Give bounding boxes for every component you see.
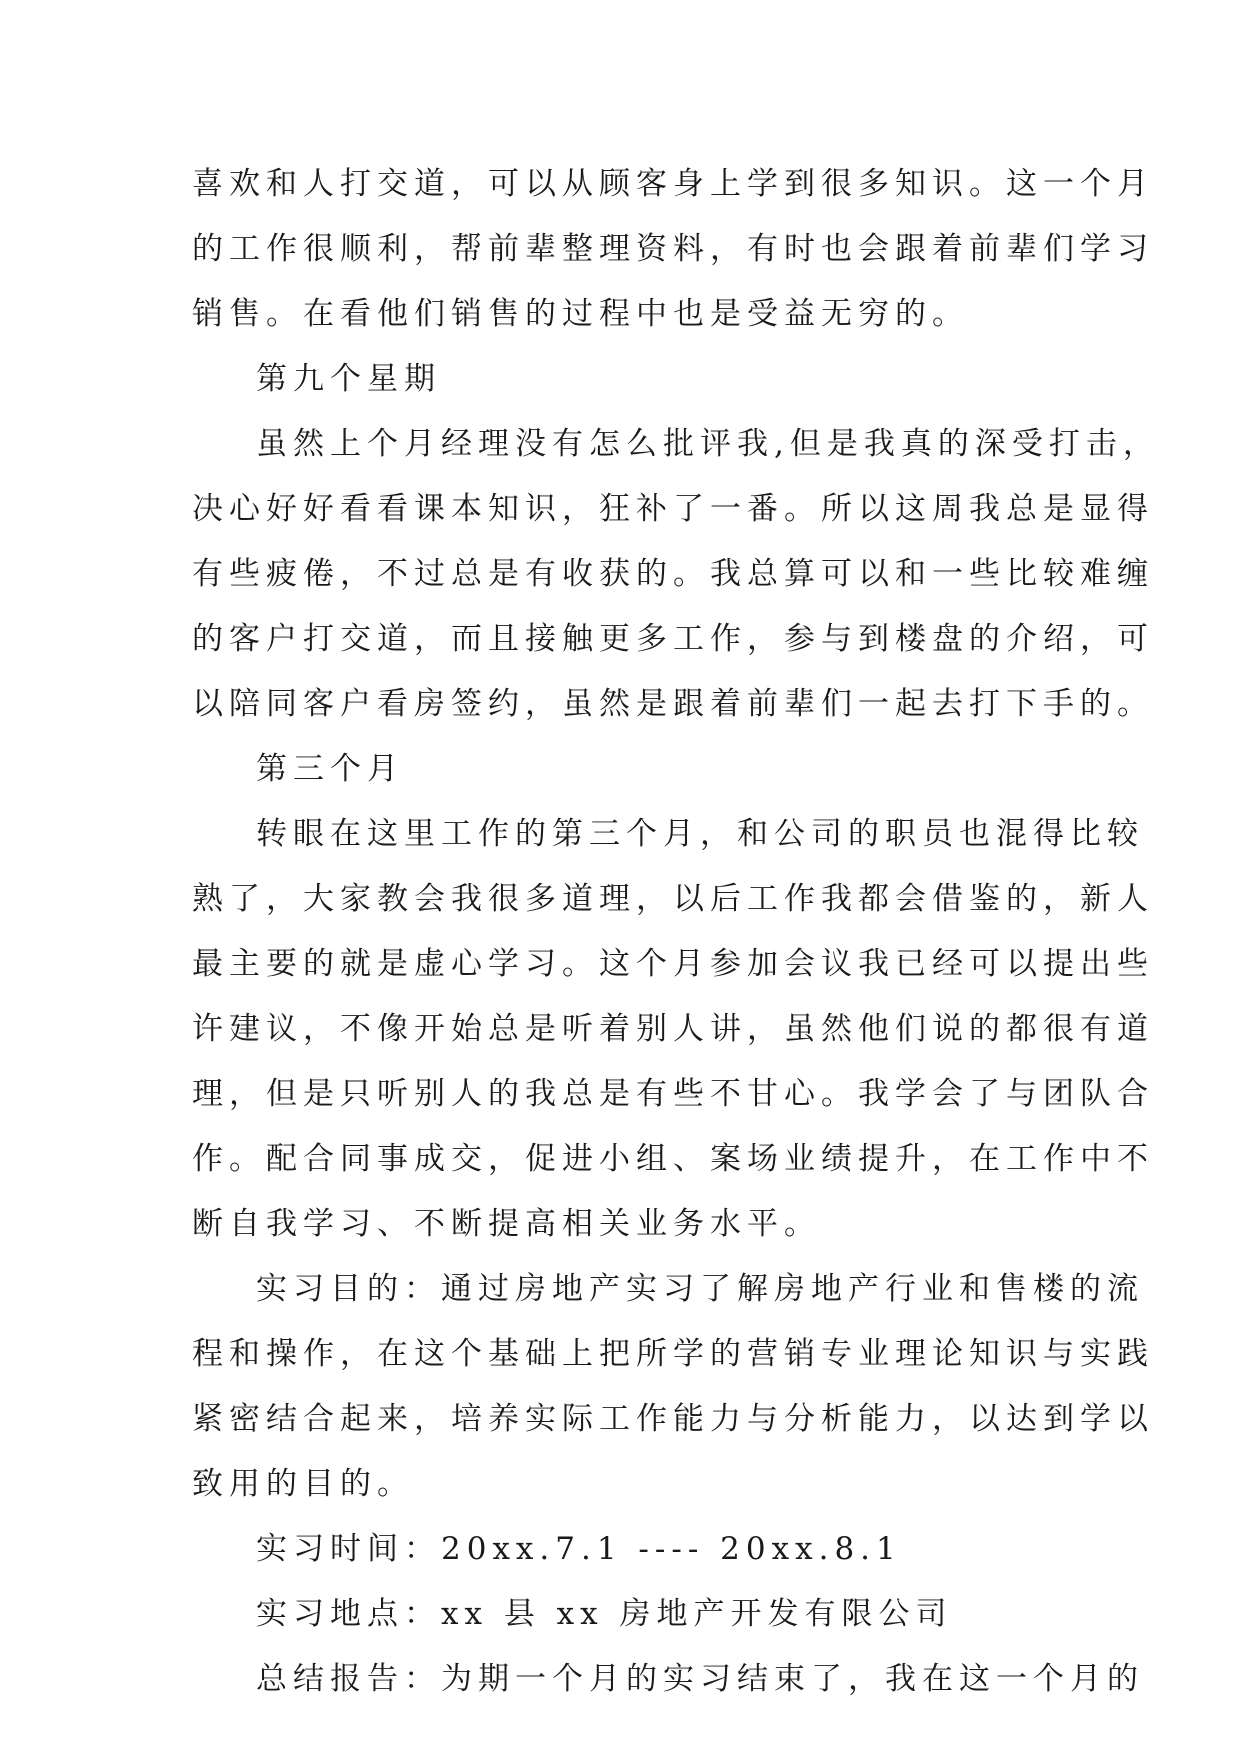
text-line: 程和操作，在这个基础上把所学的营销专业理论知识与实践: [192, 1336, 1154, 1372]
text-line: 熟了，大家教会我很多道理，以后工作我都会借鉴的，新人: [192, 881, 1154, 917]
section-heading: 第三个月: [256, 751, 404, 787]
text-line: 的工作很顺利，帮前辈整理资料，有时也会跟着前辈们学习: [192, 231, 1154, 267]
text-line: 断自我学习、不断提高相关业务水平。: [192, 1206, 821, 1242]
text-line: 虽然上个月经理没有怎么批评我,但是我真的深受打击，: [256, 426, 1160, 462]
text-line: 喜欢和人打交道，可以从顾客身上学到很多知识。这一个月: [192, 166, 1154, 202]
text-line: 实习地点：xx 县 xx 房地产开发有限公司: [256, 1596, 953, 1632]
text-line: 最主要的就是虚心学习。这个月参加会议我已经可以提出些: [192, 946, 1154, 982]
text-line: 实习时间：20xx.7.1 ---- 20xx.8.1: [256, 1531, 902, 1567]
text-line: 实习目的：通过房地产实习了解房地产行业和售楼的流: [256, 1271, 1144, 1307]
text-line: 的客户打交道，而且接触更多工作，参与到楼盘的介绍，可: [192, 621, 1154, 657]
document-body: [192, 152, 1160, 1712]
text-line: 销售。在看他们销售的过程中也是受益无穷的。: [192, 296, 969, 332]
text-line: 有些疲倦，不过总是有收获的。我总算可以和一些比较难缠: [192, 556, 1154, 592]
text-line: 转眼在这里工作的第三个月，和公司的职员也混得比较: [256, 816, 1144, 852]
text-line: 总结报告：为期一个月的实习结束了，我在这一个月的: [256, 1661, 1144, 1697]
text-line: 紧密结合起来，培养实际工作能力与分析能力，以达到学以: [192, 1401, 1154, 1437]
text-line: 理，但是只听别人的我总是有些不甘心。我学会了与团队合: [192, 1076, 1154, 1112]
text-line: 作。配合同事成交，促进小组、案场业绩提升，在工作中不: [192, 1141, 1154, 1177]
text-line: 致用的目的。: [192, 1466, 414, 1502]
text-line: 许建议，不像开始总是听着别人讲，虽然他们说的都很有道: [192, 1011, 1154, 1047]
text-line: 决心好好看看课本知识，狂补了一番。所以这周我总是显得: [192, 491, 1154, 527]
section-heading: 第九个星期: [256, 361, 441, 397]
text-line: 以陪同客户看房签约，虽然是跟着前辈们一起去打下手的。: [192, 686, 1154, 722]
